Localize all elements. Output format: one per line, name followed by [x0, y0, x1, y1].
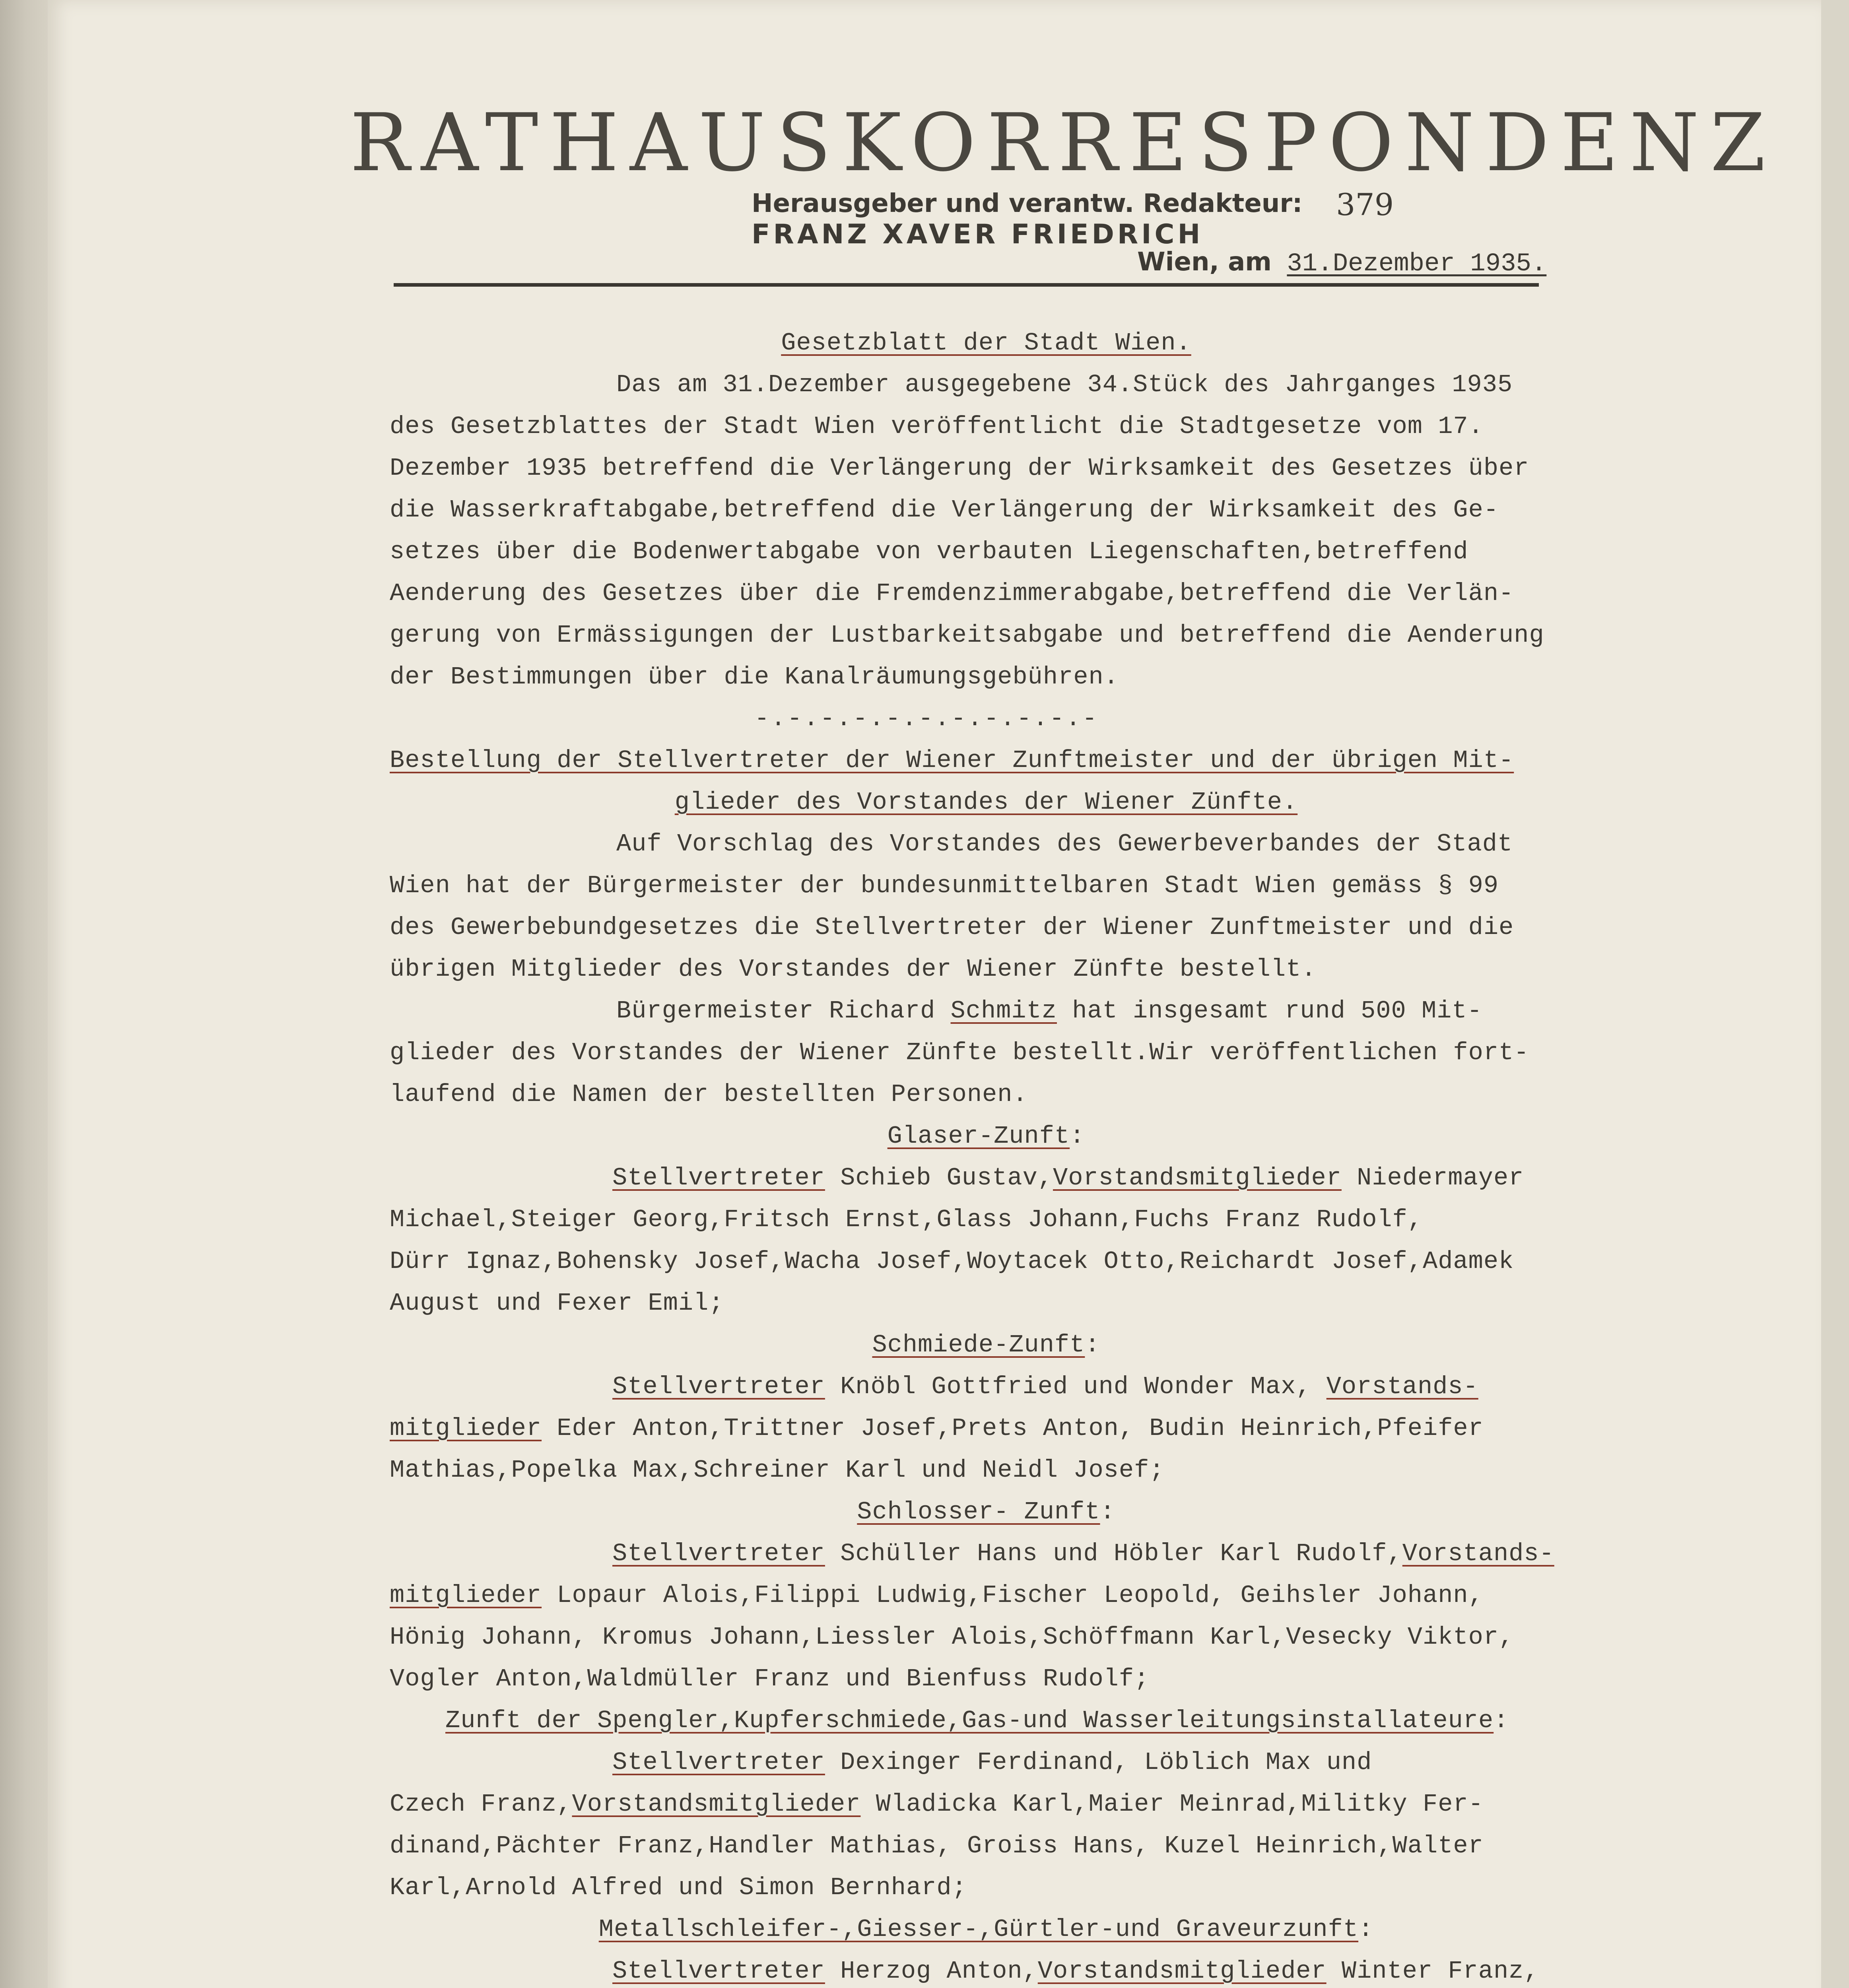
header-rule: [394, 283, 1539, 287]
body-line: Bürgermeister Richard Schmitz hat insgesamt rund 500 Mit-: [616, 997, 1482, 1025]
body-line: Dezember 1935 betreffend die Verlängerung der Wirksamkeit des Gesetzes über: [390, 454, 1529, 482]
body-line: Czech Franz,Vorstandsmitglieder Wladicka Karl,Maier Meinrad,Militky Fer-: [390, 1790, 1484, 1818]
body-line: Wien hat der Bürgermeister der bundesunmittelbaren Stadt Wien gemäss § 99: [390, 872, 1499, 900]
body-line: des Gewerbebundgesetzes die Stellvertreter der Wiener Zunftmeister und die: [390, 913, 1514, 942]
document-page: [48, 0, 1821, 1988]
body-line: Vogler Anton,Waldmüller Franz und Bienfuss Rudolf;: [390, 1665, 1150, 1693]
body-line: Hönig Johann, Kromus Johann,Liessler Alois,Schöffmann Karl,Vesecky Viktor,: [390, 1623, 1514, 1651]
body-line: die Wasserkraftabgabe,betreffend die Verlängerung der Wirksamkeit des Ge-: [390, 496, 1499, 524]
document-body: [390, 322, 1583, 1988]
article-title: glieder des Vorstandes der Wiener Zünfte.: [674, 788, 1298, 816]
article-title: Bestellung der Stellvertreter der Wiener Zunftmeister und der übrigen Mit-: [390, 746, 1514, 775]
body-line: Stellvertreter Schieb Gustav,Vorstandsmitglieder Niedermayer: [612, 1164, 1524, 1192]
body-line: Stellvertreter Herzog Anton,Vorstandsmitglieder Winter Franz,: [612, 1957, 1539, 1985]
body-line: Stellvertreter Knöbl Gottfried und Wonder Max, Vorstands-: [612, 1373, 1478, 1401]
body-line: Auf Vorschlag des Vorstandes des Gewerbeverbandes der Stadt: [616, 830, 1513, 858]
body-line: mitglieder Eder Anton,Trittner Josef,Prets Anton, Budin Heinrich,Pfeifer: [390, 1414, 1484, 1442]
body-line: laufend die Namen der bestellten Personen.: [390, 1080, 1028, 1109]
guild-heading: Metallschleifer-,Giesser-,Gürtler-und Graveurzunft:: [598, 1915, 1374, 1943]
body-line: setzes über die Bodenwertabgabe von verbauten Liegenschaften,betreffend: [390, 538, 1468, 566]
body-line: gerung von Ermässigungen der Lustbarkeitsabgabe und betreffend die Aenderung: [390, 621, 1544, 649]
section-separator: -.-.-.-.-.-.-.-.-.-.-: [754, 705, 1099, 733]
dateline-place: Wien, am: [1137, 247, 1272, 277]
body-line: Das am 31.Dezember ausgegebene 34.Stück des Jahrganges 1935: [616, 371, 1513, 399]
dateline: [1137, 247, 1546, 278]
body-line: der Bestimmungen über die Kanalräumungsgebühren.: [390, 663, 1119, 691]
body-line: Dürr Ignaz,Bohensky Josef,Wacha Josef,Woytacek Otto,Reichardt Josef,Adamek: [390, 1247, 1514, 1276]
mayor-name: Schmitz: [950, 997, 1057, 1025]
book-binding-edge: [0, 0, 48, 1988]
publisher-line: Herausgeber und verantw. Redakteur:: [752, 189, 1303, 218]
body-line: Aenderung des Gesetzes über die Fremdenzimmerabgabe,betreffend die Verlän-: [390, 579, 1514, 608]
guild-heading: Schlosser- Zunft:: [857, 1498, 1115, 1526]
body-line: August und Fexer Emil;: [390, 1289, 724, 1317]
guild-heading: Zunft der Spengler,Kupferschmiede,Gas-und Wasserleitungsinstallateure:: [445, 1706, 1509, 1735]
body-line: Stellvertreter Dexinger Ferdinand, Löblich Max und: [612, 1748, 1372, 1776]
guild-heading: Schmiede-Zunft:: [872, 1331, 1100, 1359]
article-title: Gesetzblatt der Stadt Wien.: [781, 329, 1191, 357]
body-line: Mathias,Popelka Max,Schreiner Karl und Neidl Josef;: [390, 1456, 1165, 1484]
body-line: übrigen Mitglieder des Vorstandes der Wiener Zünfte bestellt.: [390, 955, 1317, 983]
body-line: Stellvertreter Schüller Hans und Höbler Karl Rudolf,Vorstands-: [612, 1540, 1554, 1568]
body-line: Michael,Steiger Georg,Fritsch Ernst,Glass Johann,Fuchs Franz Rudolf,: [390, 1206, 1423, 1234]
guild-heading: Glaser-Zunft:: [887, 1122, 1085, 1150]
body-line: dinand,Pächter Franz,Handler Mathias, Groiss Hans, Kuzel Heinrich,Walter: [390, 1832, 1484, 1860]
body-line: Karl,Arnold Alfred und Simon Bernhard;: [390, 1873, 967, 1902]
body-line: glieder des Vorstandes der Wiener Zünfte bestellt.Wir veröffentlichen fort-: [390, 1039, 1529, 1067]
editor-name: FRANZ XAVER FRIEDRICH: [752, 219, 1204, 250]
masthead-title: RATHAUSKORRESPONDENZ: [350, 97, 1777, 189]
body-line: mitglieder Lopaur Alois,Filippi Ludwig,Fischer Leopold, Geihsler Johann,: [390, 1581, 1484, 1609]
body-line: des Gesetzblattes der Stadt Wien veröffentlicht die Stadtgesetze vom 17.: [390, 412, 1484, 441]
page-number: 379: [1336, 187, 1394, 222]
dateline-date: 31.Dezember 1935.: [1287, 250, 1547, 278]
